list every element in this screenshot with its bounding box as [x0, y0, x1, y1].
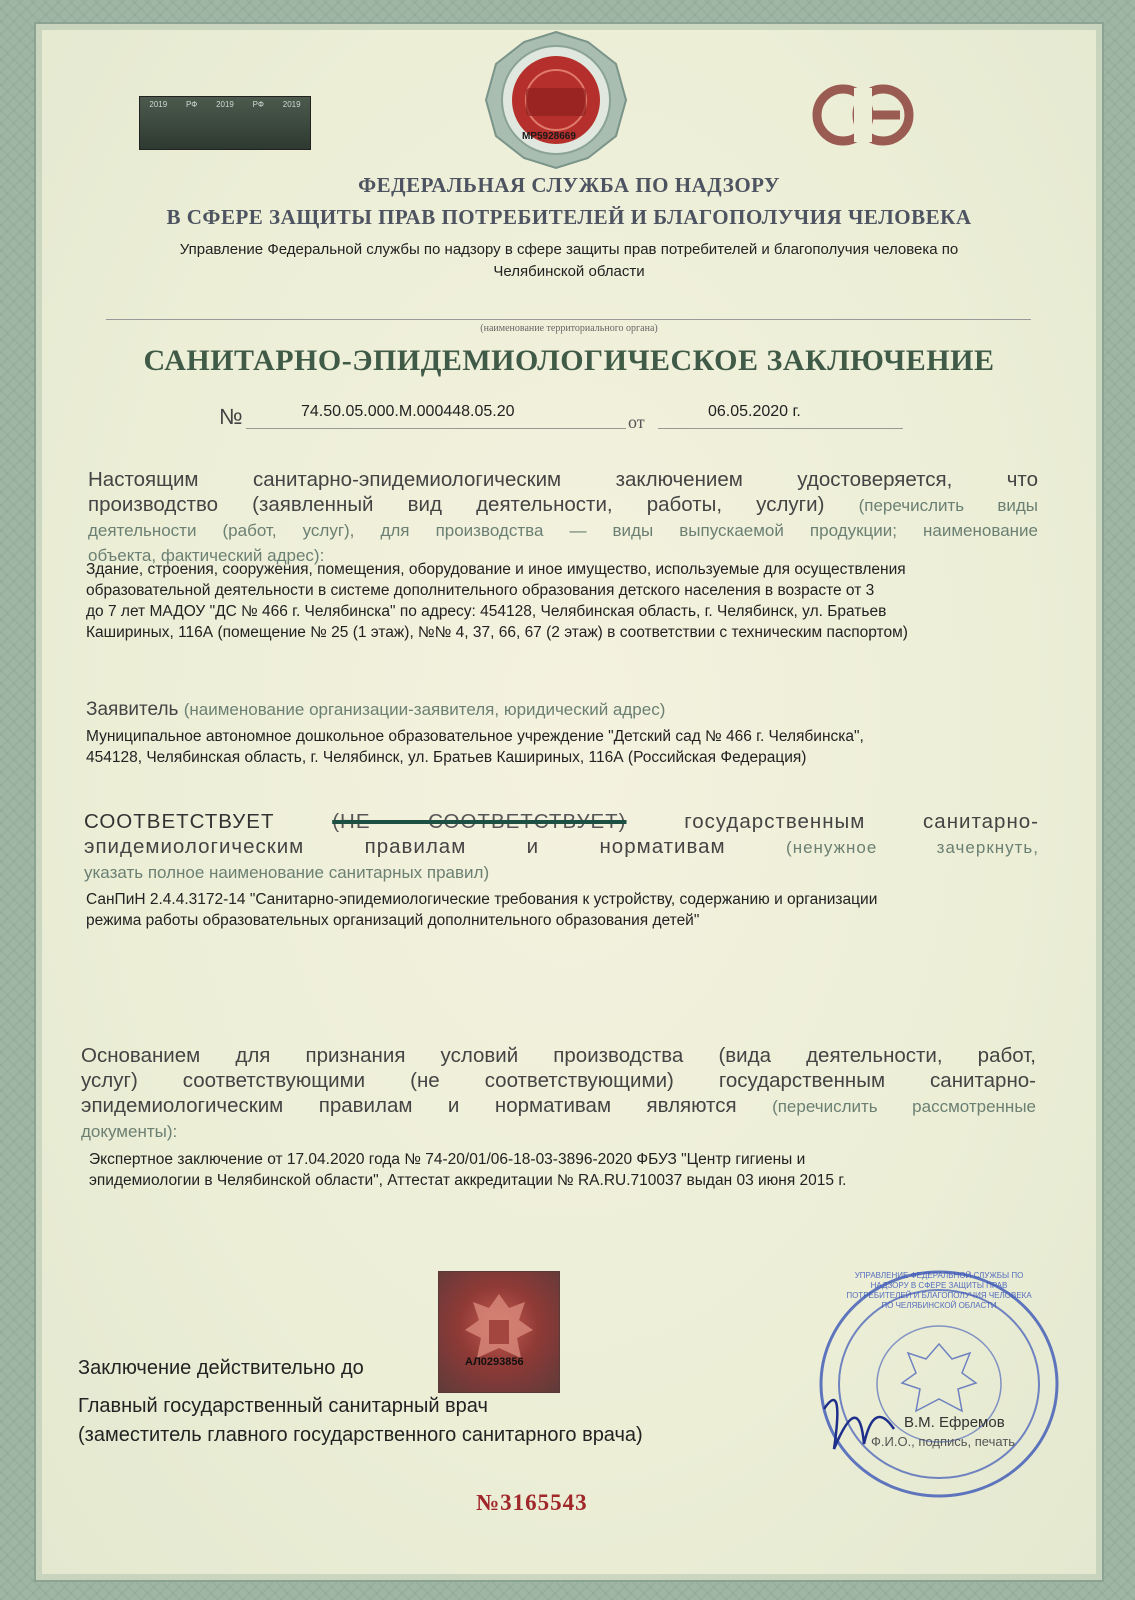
emblem-hologram — [438, 1271, 560, 1393]
production-detail-line: Кашириных, 116А (помещение № 25 (1 этаж), №№ 4, 37, 66, 67 (2 этаж) в соответствии с техническим паспортом) — [86, 624, 908, 641]
basis-detail-line: эпидемиологии в Челябинской области", Аттестат аккредитации № RA.RU.710037 выдан 03 июня 2015 г. — [89, 1172, 847, 1189]
basis-line1: Основанием для признания условий производства (вида деятельности, работ, — [81, 1044, 1036, 1067]
certificate-date: 06.05.2020 г. — [708, 403, 801, 420]
doctor-line2: (заместитель главного государственного санитарного врача) — [78, 1424, 643, 1446]
production-detail-line: образовательной деятельности в системе дополнительного образования детского населения в возрасте от 3 — [86, 582, 875, 599]
certificate-sheet — [34, 22, 1104, 1582]
basis-line4: документы): — [81, 1122, 178, 1141]
basis-detail-line: Экспертное заключение от 17.04.2020 года № 74-20/01/06-18-03-3896-2020 ФБУЗ "Центр гигиены и — [89, 1151, 806, 1168]
strip-text: РФ — [252, 100, 264, 109]
compliance-line3: указать полное наименование санитарных правил) — [84, 863, 490, 882]
compliance-details — [86, 889, 1086, 931]
production-intro-line2 — [88, 492, 1038, 518]
basis-details — [89, 1149, 1089, 1191]
compliance-line2-main: эпидемиологическим правилам и нормативам — [84, 835, 726, 858]
strip-text: 2019 — [282, 100, 301, 109]
production-detail-line: Здание, строения, сооружения, помещения, оборудование и иное имущество, используемые для осуществления — [86, 561, 906, 578]
basis-block — [81, 1043, 1036, 1144]
basis-line3-main: эпидемиологическим правилам и нормативам являются — [81, 1094, 737, 1117]
applicant-details — [86, 726, 1086, 768]
production-intro-main: производство (заявленный вид деятельности, работы, услуги) — [88, 493, 825, 516]
basis-line3 — [81, 1093, 1036, 1119]
compliance-line2 — [84, 834, 1039, 860]
signature-hint: Ф.И.О., подпись, печать — [871, 1434, 1016, 1449]
hologram-number: МР5928669 — [522, 131, 576, 142]
certificate-title: САНИТАРНО-ЭПИДЕМИОЛОГИЧЕСКОЕ ЗАКЛЮЧЕНИЕ — [143, 344, 995, 377]
compliance-detail-line: СанПиН 2.4.4.3172-14 "Санитарно-эпидемиологические требования к устройству, содержанию и организации — [86, 891, 878, 908]
applicant-detail-line: 454128, Челябинская область, г. Челябинск, ул. Братьев Кашириных, 116А (Российская Федерация) — [86, 749, 807, 766]
signatory-name: В.М. Ефремов — [904, 1414, 1005, 1431]
stamp-ring-text: УПРАВЛЕНИЕ ФЕДЕРАЛЬНОЙ СЛУЖБЫ ПО НАДЗОРУ В СФЕРЕ ЗАЩИТЫ ПРАВ ПОТРЕБИТЕЛЕЙ И БЛАГОПОЛУЧИЯ ЧЕЛОВЕКА ПО ЧЕЛЯБИНСКОЙ ОБЛАСТИ — [846, 1271, 1032, 1310]
compliance-line1 — [84, 809, 1039, 834]
compliance-block — [84, 809, 1039, 885]
strip-text: 2019 — [216, 100, 234, 109]
regional-office-line1: Управление Федеральной службы по надзору в сфере защиты прав потребителей и благополучия человека по — [179, 241, 959, 258]
compliance-status: СООТВЕТСТВУЕТ — [84, 810, 275, 833]
basis-line3-hint: (перечислить рассмотренные — [772, 1097, 1036, 1116]
agency-title-line1: ФЕДЕРАЛЬНАЯ СЛУЖБА ПО НАДЗОРУ — [358, 173, 780, 197]
sanepid-logo — [808, 80, 918, 155]
security-strip — [139, 96, 311, 150]
applicant-heading — [86, 699, 665, 721]
agency-title-line2: В СФЕРЕ ЗАЩИТЫ ПРАВ ПОТРЕБИТЕЛЕЙ И БЛАГОПОЛУЧИЯ ЧЕЛОВЕКА — [166, 205, 972, 229]
validity-label: Заключение действительно до — [78, 1357, 364, 1379]
compliance-rest: государственным санитарно- — [684, 810, 1039, 833]
date-label: от — [628, 412, 645, 432]
emblem-hologram-number: АЛ0293856 — [465, 1356, 524, 1368]
production-detail-line: до 7 лет МАДОУ "ДС № 466 г. Челябинска" по адресу: 454128, Челябинская область, г. Челябинск, ул. Братьев — [86, 603, 887, 620]
official-stamp — [804, 1259, 1074, 1509]
certificate-number: 74.50.05.000.М.000448.05.20 — [301, 403, 515, 420]
strip-text: РФ — [185, 100, 198, 109]
applicant-detail-line: Муниципальное автономное дошкольное образовательное учреждение "Детский сад № 466 г. Челябинска", — [86, 728, 864, 745]
production-intro-line4: объекта, фактический адрес): — [88, 546, 325, 565]
number-underline — [246, 428, 626, 429]
top-hologram — [466, 30, 646, 170]
doctor-line1: Главный государственный санитарный врач — [78, 1395, 488, 1417]
compliance-detail-line: режима работы образовательных организаций дополнительного образования детей" — [86, 912, 700, 929]
production-intro-line1: Настоящим санитарно-эпидемиологическим заключением удостоверяется, что — [88, 468, 1038, 491]
strip-text: 2019 — [149, 100, 168, 109]
compliance-struck: (НЕ СООТВЕТСТВУЕТ) — [332, 810, 627, 833]
production-intro-line3: деятельности (работ, услуг), для производства — виды выпускаемой продукции; наименование — [88, 521, 1038, 540]
compliance-line2-hint: (ненужное зачеркнуть, — [786, 838, 1040, 857]
territorial-hint: (наименование территориального органа) — [480, 323, 658, 334]
production-details — [86, 559, 1086, 643]
applicant-label: Заявитель — [86, 699, 179, 720]
production-intro — [88, 467, 1038, 568]
applicant-hint: (наименование организации-заявителя, юридический адрес) — [183, 700, 666, 719]
production-intro-hint: (перечислить виды — [858, 496, 1038, 515]
territorial-underline — [106, 319, 1031, 320]
form-number: №3165543 — [476, 1490, 588, 1515]
regional-office-line2: Челябинской области — [493, 263, 645, 280]
basis-line2: услуг) соответствующими (не соответствующими) государственным санитарно- — [81, 1069, 1036, 1092]
date-underline — [658, 428, 903, 429]
number-label: № — [219, 404, 243, 429]
